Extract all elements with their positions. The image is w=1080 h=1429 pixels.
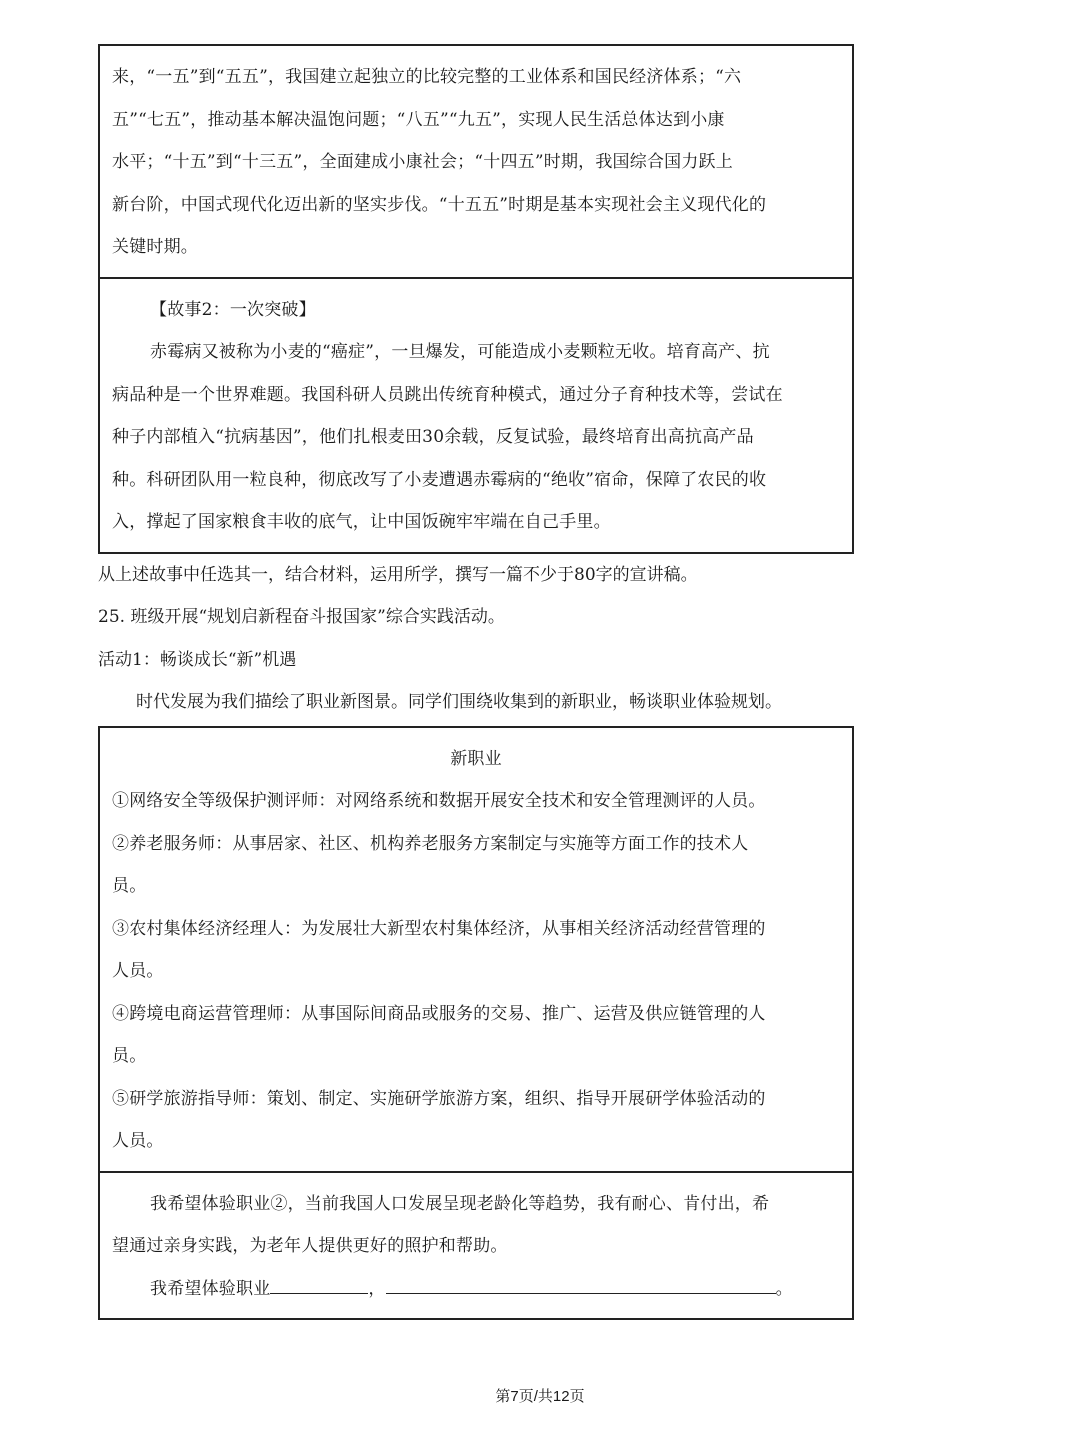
job-item: ③农村集体经济经理人：为发展壮大新型农村集体经济，从事相关经济活动经营管理的 [112,918,766,939]
fill-comma: ， [368,1278,386,1299]
story2-cell [100,277,852,552]
page-footer: 第7页/共12页 [495,1388,585,1405]
question-25: 25. 班级开展“规划启新程奋斗报国家”综合实践活动。 [98,607,505,627]
text-line: 种子内部植入“抗病基因”，他们扎根麦田30余载，反复试验，最终培育出高抗高产品 [112,427,754,447]
text-line: 赤霉病又被称为小麦的“癌症”，一旦爆发，可能造成小麦颗粒无收。培育高产、抗 [150,342,770,362]
example-line: 我希望体验职业②，当前我国人口发展呈现老龄化等趋势，我有耐心、肯付出，希 [150,1193,770,1214]
top-material-box [98,44,854,554]
fill-in-line [112,1268,840,1311]
job-item: ①网络安全等级保护测评师：对网络系统和数据开展安全技术和安全管理测评的人员。 [112,791,766,811]
text-line: 新台阶，中国式现代化迈出新的坚实步伐。“十五五”时期是基本实现社会主义现代化的 [112,194,767,215]
text-line: 种。科研团队用一粒良种，彻底改写了小麦遭遇赤霉病的“绝收”宿命，保障了农民的收 [112,469,767,490]
text-line: 病品种是一个世界难题。我国科研人员跳出传统育种模式，通过分子育种技术等，尝试在 [112,384,783,405]
text-line: 入，撑起了国家粮食丰收的底气，让中国饭碗牢牢端在自己手里。 [112,512,611,532]
job-plan-cell [100,1171,852,1319]
jobs-title: 新职业 [450,748,502,769]
job-item: ②养老服务师：从事居家、社区、机构养老服务方案制定与实施等方面工作的技术人 [112,833,749,854]
job-item: 员。 [112,876,147,896]
text-line: 水平；“十五”到“十三五”，全面建成小康社会；“十四五”时期，我国综合国力跃上 [112,152,733,172]
new-jobs-box [98,726,854,1321]
activity-1-title: 活动1：畅谈成长“新”机遇 [98,649,297,670]
job-item: ⑤研学旅游指导师：策划、制定、实施研学旅游方案，组织、指导开展研学体验活动的 [112,1088,766,1109]
text-line: 来，“一五”到“五五”，我国建立起独立的比较完整的工业体系和国民经济体系；“六 [112,67,742,87]
story2-title: 【故事2：一次突破】 [150,299,316,320]
reason-blank[interactable] [386,1274,776,1294]
example-line: 望通过亲身实践，为老年人提供更好的照护和帮助。 [112,1236,508,1256]
page-content [98,44,854,1320]
text-line: 关键时期。 [112,237,198,257]
story1-continuation [100,46,852,277]
fill-prefix: 我希望体验职业 [150,1278,271,1299]
job-item: 员。 [112,1046,147,1066]
fill-end: 。 [775,1278,793,1299]
job-choice-blank[interactable] [270,1274,368,1294]
writing-instruction: 从上述故事中任选其一，结合材料，运用所学，撰写一篇不少于80字的宣讲稿。 [98,564,698,585]
text-line: 五”“七五”，推动基本解决温饱问题；“八五”“九五”，实现人民生活总体达到小康 [112,109,725,130]
job-item: 人员。 [112,961,164,981]
activity-1-intro: 时代发展为我们描绘了职业新图景。同学们围绕收集到的新职业，畅谈职业体验规划。 [136,692,782,712]
jobs-list-cell [100,728,852,1171]
job-item: 人员。 [112,1131,164,1151]
job-item: ④跨境电商运营管理师：从事国际间商品或服务的交易、推广、运营及供应链管理的人 [112,1003,766,1024]
